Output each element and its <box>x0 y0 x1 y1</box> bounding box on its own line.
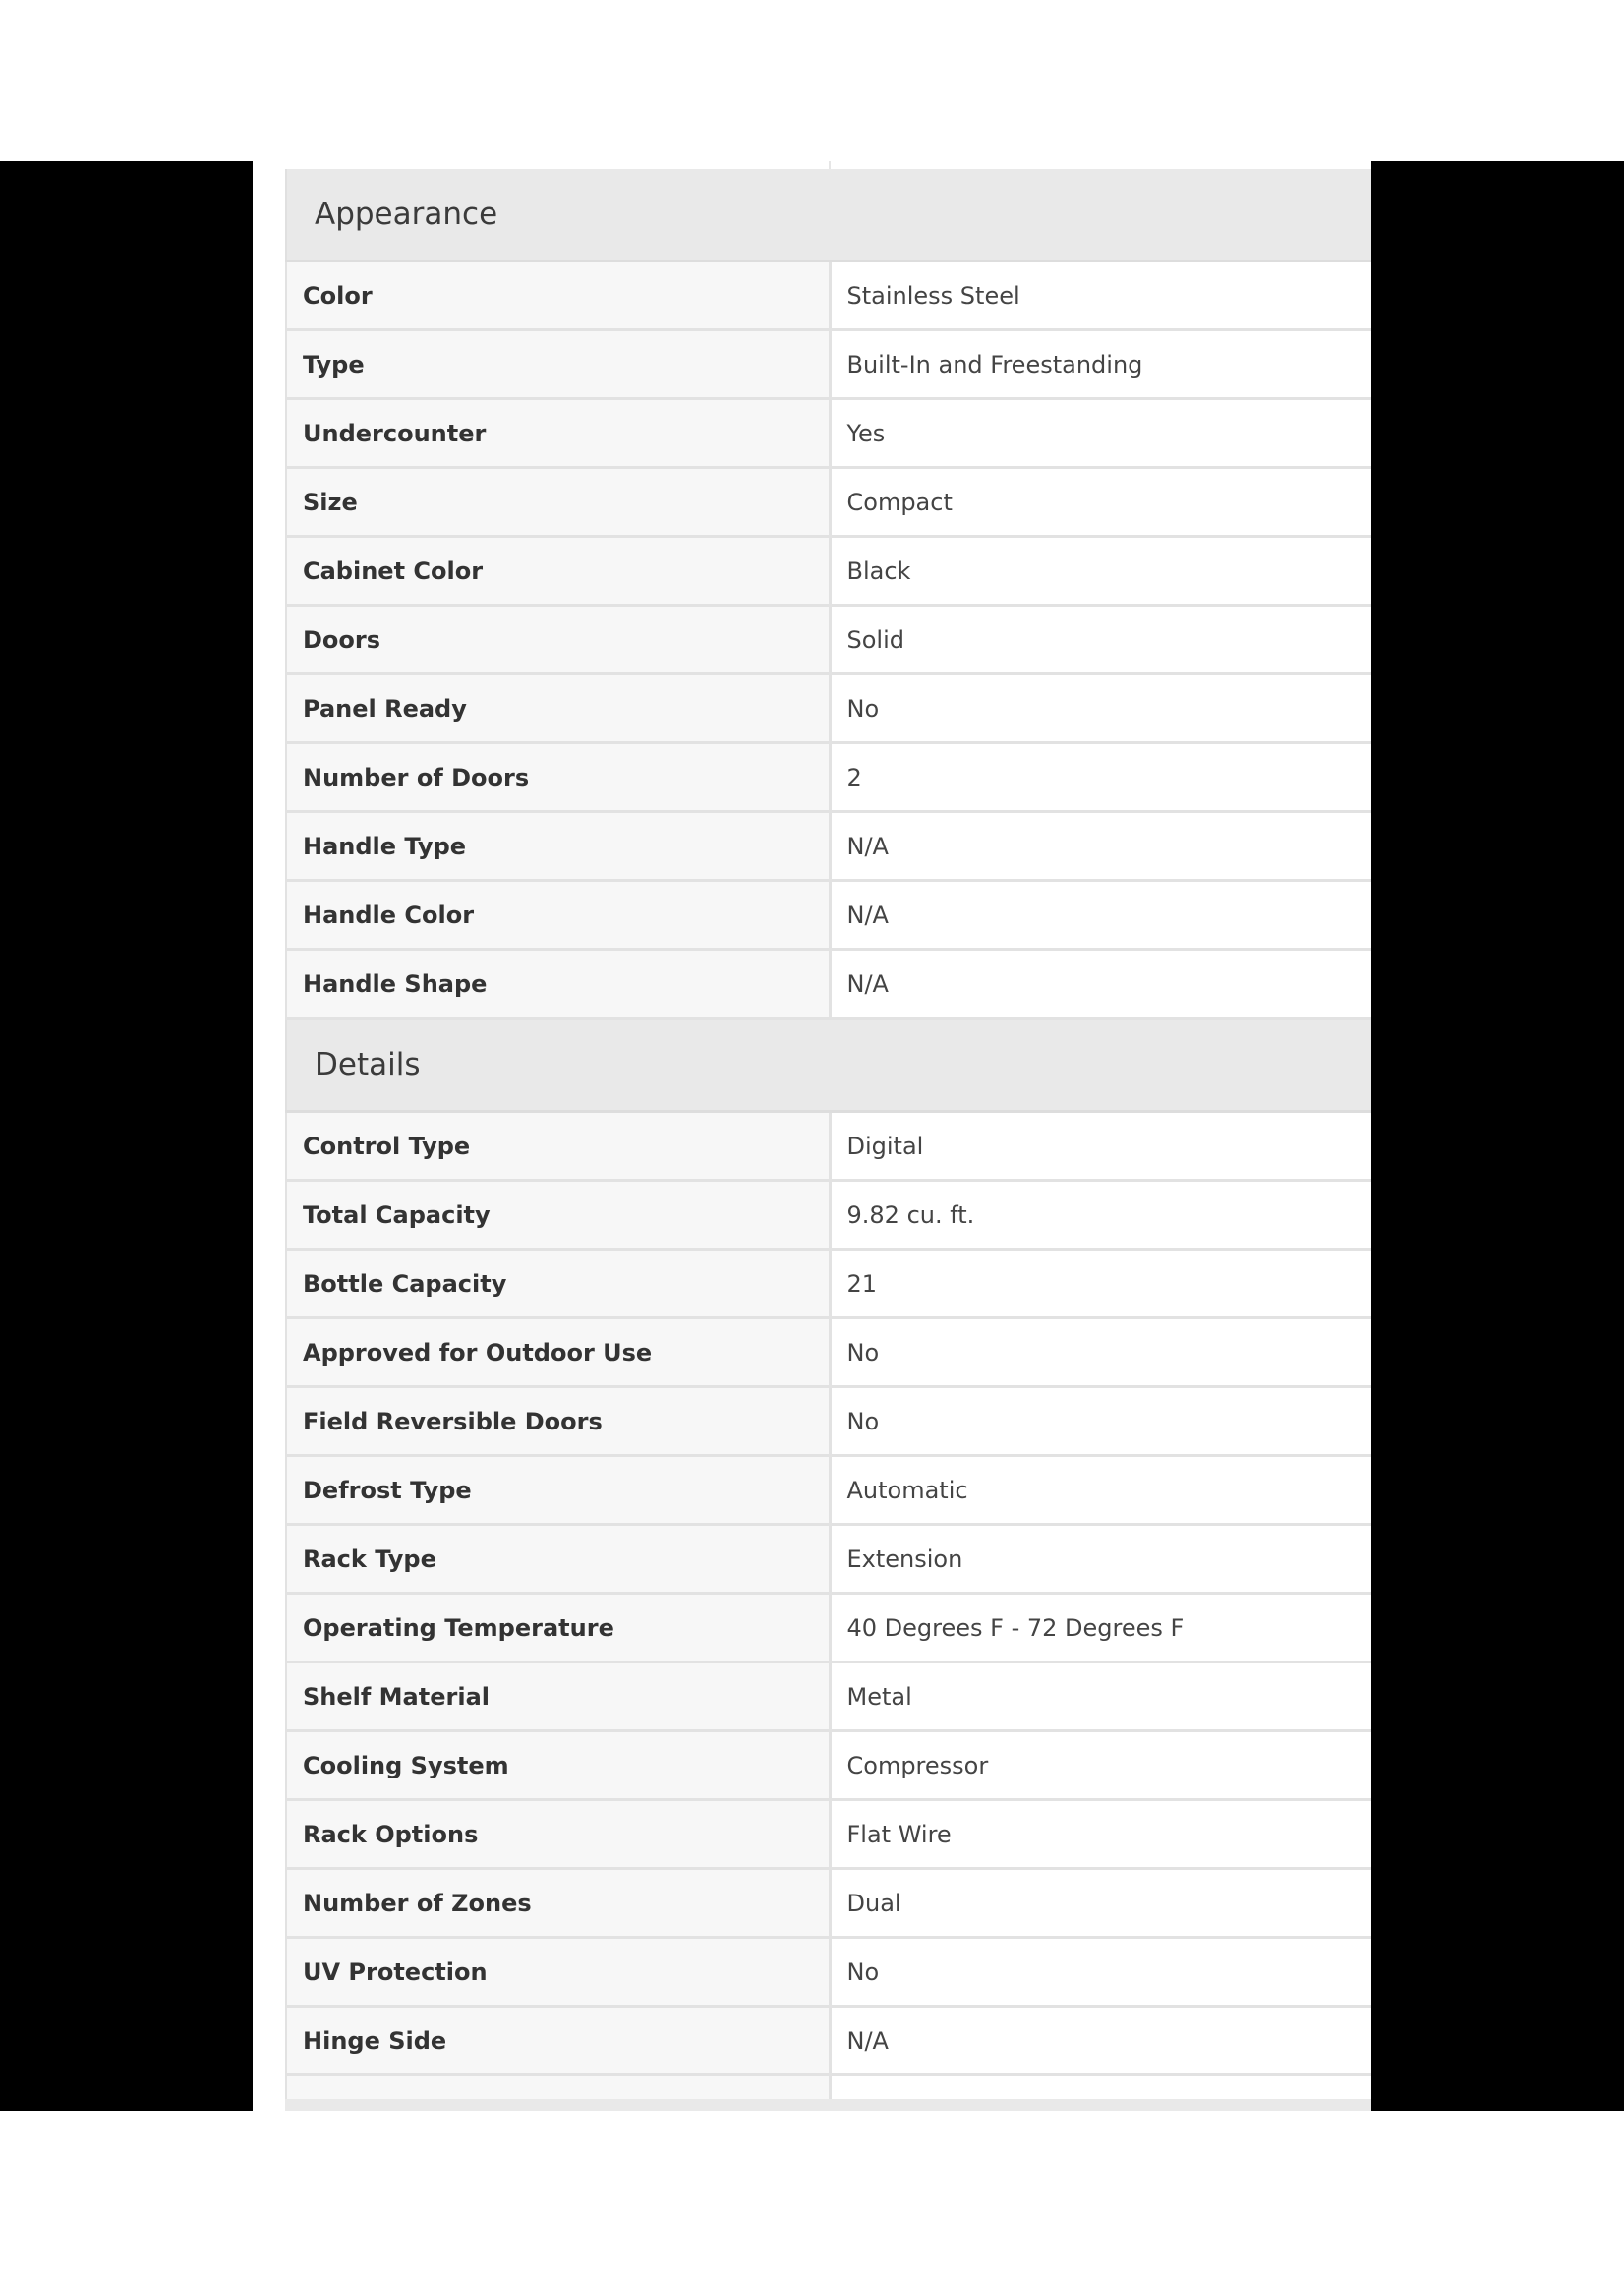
spec-row <box>286 674 1371 743</box>
spec-row <box>286 1318 1371 1387</box>
spec-value: Black <box>830 537 1371 606</box>
spec-row <box>286 1456 1371 1525</box>
spec-label: Rack Type <box>286 1525 830 1594</box>
spec-value: No <box>830 674 1371 743</box>
spec-value: No <box>830 1387 1371 1456</box>
letterbox-left <box>0 161 253 2111</box>
spec-row <box>286 330 1371 399</box>
spec-row <box>286 1800 1371 1869</box>
spec-label: Panel Ready <box>286 674 830 743</box>
spec-row <box>286 1731 1371 1800</box>
spec-row <box>286 1387 1371 1456</box>
spec-value: Compressor <box>830 1731 1371 1800</box>
spec-value: Dual <box>830 1869 1371 1938</box>
spec-label: Field Reversible Doors <box>286 1387 830 1456</box>
spec-value: N/A <box>830 950 1371 1019</box>
spec-row <box>286 1594 1371 1662</box>
section-title: Details <box>286 1019 1371 1112</box>
spec-label: Shelf Material <box>286 1662 830 1731</box>
spec-value: Built-In and Freestanding <box>830 330 1371 399</box>
next-section-header-edge <box>285 2099 1371 2111</box>
spec-value: Yes <box>830 399 1371 468</box>
spec-row <box>286 1938 1371 2007</box>
spec-label: Undercounter <box>286 399 830 468</box>
spec-row <box>286 606 1371 674</box>
spec-label: Number of Doors <box>286 743 830 812</box>
spec-value: Flat Wire <box>830 1800 1371 1869</box>
spec-row <box>286 399 1371 468</box>
spec-label: Type <box>286 330 830 399</box>
spec-value: N/A <box>830 881 1371 950</box>
spec-label: Defrost Type <box>286 1456 830 1525</box>
spec-value: Automatic <box>830 1456 1371 1525</box>
spec-row <box>286 950 1371 1019</box>
spec-label: Number of Zones <box>286 1869 830 1938</box>
spec-row <box>286 468 1371 537</box>
spec-row <box>286 1112 1371 1181</box>
spec-value: N/A <box>830 2007 1371 2075</box>
spec-label: Cooling System <box>286 1731 830 1800</box>
spec-label: UV Protection <box>286 1938 830 2007</box>
section-title: Appearance <box>286 169 1371 262</box>
spec-row <box>286 1525 1371 1594</box>
spec-value: 21 <box>830 1250 1371 1318</box>
section-header <box>286 1019 1371 1112</box>
spec-label: Bottle Capacity <box>286 1250 830 1318</box>
spec-value: 2 <box>830 743 1371 812</box>
spec-row <box>286 812 1371 881</box>
spec-row <box>286 1250 1371 1318</box>
spec-label: Handle Color <box>286 881 830 950</box>
spec-label: Size <box>286 468 830 537</box>
spec-value: 9.82 cu. ft. <box>830 1181 1371 1250</box>
spec-value: Compact <box>830 468 1371 537</box>
spec-label: Hinge Side <box>286 2007 830 2075</box>
spec-row <box>286 262 1371 330</box>
spec-value: Solid <box>830 606 1371 674</box>
spec-label: Doors <box>286 606 830 674</box>
spec-value: Metal <box>830 1662 1371 1731</box>
spec-row <box>286 881 1371 950</box>
spec-value: 40 Degrees F - 72 Degrees F <box>830 1594 1371 1662</box>
specifications-table <box>285 169 1371 2111</box>
spec-label: Rack Options <box>286 1800 830 1869</box>
spec-value: Digital <box>830 1112 1371 1181</box>
column-divider-stub <box>829 161 831 169</box>
spec-row <box>286 1662 1371 1731</box>
spec-label: Control Type <box>286 1112 830 1181</box>
spec-row <box>286 743 1371 812</box>
spec-label: Cabinet Color <box>286 537 830 606</box>
spec-value: No <box>830 1318 1371 1387</box>
spec-value: Extension <box>830 1525 1371 1594</box>
spec-label: Approved for Outdoor Use <box>286 1318 830 1387</box>
spec-row <box>286 1869 1371 1938</box>
spec-value: Stainless Steel <box>830 262 1371 330</box>
spec-row <box>286 537 1371 606</box>
spec-label: Handle Shape <box>286 950 830 1019</box>
spec-label: Operating Temperature <box>286 1594 830 1662</box>
spec-label: Color <box>286 262 830 330</box>
spec-value: No <box>830 1938 1371 2007</box>
spec-row <box>286 1181 1371 1250</box>
spec-label: Handle Type <box>286 812 830 881</box>
specifications-panel <box>253 161 1371 2111</box>
section-header <box>286 169 1371 262</box>
spec-value: N/A <box>830 812 1371 881</box>
letterbox-right <box>1371 161 1624 2111</box>
spec-row <box>286 2007 1371 2075</box>
spec-label: Total Capacity <box>286 1181 830 1250</box>
